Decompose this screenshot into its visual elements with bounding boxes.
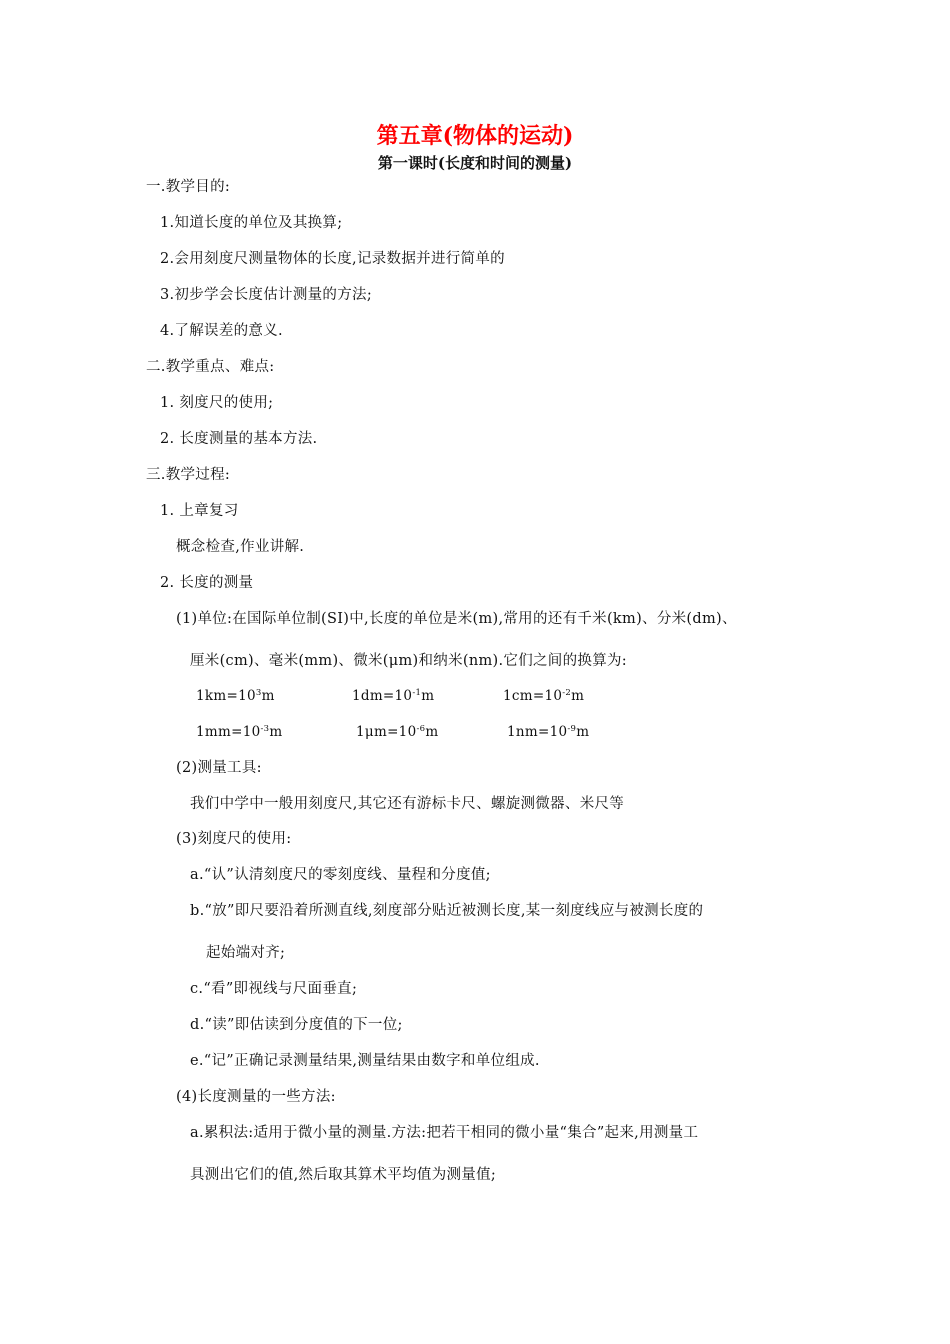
methods-item-a-cont: 具测出它们的值,然后取其算术平均值为测量值; <box>190 1167 497 1183</box>
conversion-formula: $1dm=10^{-1}m$ <box>352 688 435 704</box>
units-paragraph-line-2: 厘米(cm)、毫米(mm)、微米(μm)和纳米(nm).它们之间的换算为: <box>190 653 627 669</box>
process-step-1: 1. 上章复习 <box>160 503 239 519</box>
methods-heading: (4)长度测量的一些方法: <box>176 1089 336 1105</box>
ruler-usage-item-c: c.“看”即视线与尺面垂直; <box>190 981 358 997</box>
objective-item-2: 2.会用刻度尺测量物体的长度,记录数据并进行简单的 <box>160 251 505 267</box>
tools-heading: (2)测量工具: <box>176 760 262 776</box>
ruler-usage-item-e: e.“记”正确记录测量结果,测量结果由数字和单位组成. <box>190 1053 540 1069</box>
ruler-usage-heading: (3)刻度尺的使用: <box>176 831 292 847</box>
ruler-usage-item-b: b.“放”即尺要沿着所测直线,刻度部分贴近被测长度,某一刻度线应与被测长度的 <box>190 903 704 919</box>
conversion-formula: $1nm=10^{-9}m$ <box>507 724 590 740</box>
conversion-formula: $1\mu m=10^{-6}m$ <box>356 724 439 740</box>
keypoint-item-2: 2. 长度测量的基本方法. <box>160 431 318 447</box>
process-step-2: 2. 长度的测量 <box>160 575 254 591</box>
conversion-formula: $1km=10^3m$ <box>196 688 275 704</box>
conversion-formula: $1mm=10^{-3}m$ <box>196 724 283 740</box>
lesson-subtitle: 第一课时(长度和时间的测量) <box>377 154 573 172</box>
ruler-usage-item-d: d.“读”即估读到分度值的下一位; <box>190 1017 403 1033</box>
ruler-usage-item-a: a.“认”认清刻度尺的零刻度线、量程和分度值; <box>190 867 491 883</box>
process-step-1-text: 概念检查,作业讲解. <box>176 539 305 555</box>
ruler-usage-item-b-cont: 起始端对齐; <box>206 945 286 961</box>
objective-item-3: 3.初步学会长度估计测量的方法; <box>160 287 373 303</box>
conversion-formula: $1cm=10^{-2}m$ <box>503 688 585 704</box>
section-heading-keypoints: 二.教学重点、难点: <box>146 359 275 375</box>
section-heading-objectives: 一.教学目的: <box>146 179 231 195</box>
methods-item-a: a.累积法:适用于微小量的测量.方法:把若干相同的微小量“集合”起来,用测量工 <box>190 1125 699 1141</box>
objective-item-1: 1.知道长度的单位及其换算; <box>160 215 343 231</box>
units-paragraph-line-1: (1)单位:在国际单位制(SI)中,长度的单位是米(m),常用的还有千米(km)、分米(dm)、 <box>176 611 737 627</box>
chapter-title: 第五章(物体的运动) <box>376 123 574 149</box>
keypoint-item-1: 1. 刻度尺的使用; <box>160 395 274 411</box>
objective-item-4: 4.了解误差的意义. <box>160 323 283 339</box>
section-heading-process: 三.教学过程: <box>146 467 231 483</box>
tools-text: 我们中学中一般用刻度尺,其它还有游标卡尺、螺旋测微器、米尺等 <box>190 796 625 812</box>
